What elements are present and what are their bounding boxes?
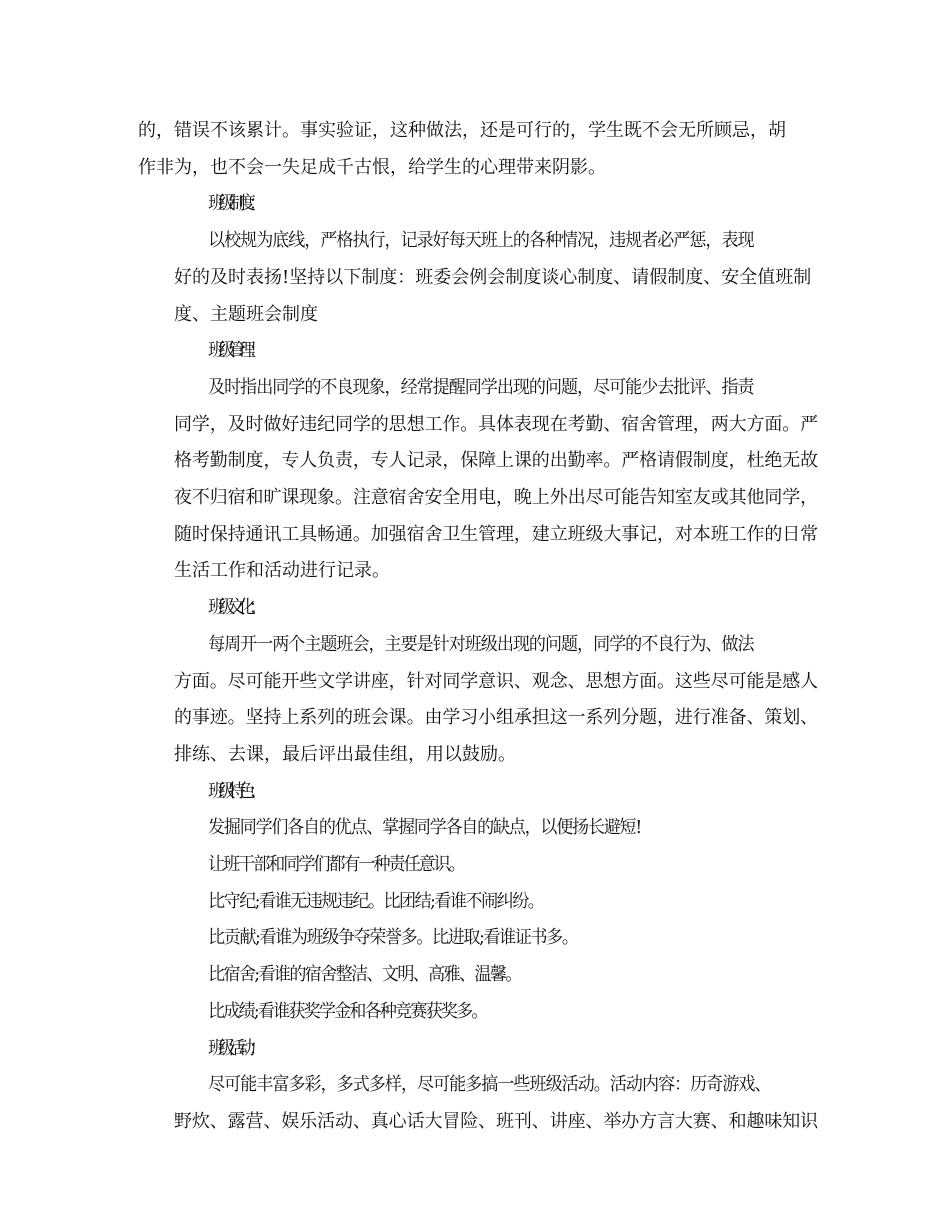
paragraph-line: 每周开一两个主题班会，主要是针对班级出现的问题，同学的不良行为、做法 bbox=[208, 633, 754, 655]
paragraph-p4 bbox=[138, 333, 818, 370]
paragraph-line: 让班干部和同学们都有一种责任意识。 bbox=[208, 854, 464, 876]
paragraph-p8 bbox=[138, 774, 818, 811]
paragraph-line: 班级特色： bbox=[208, 780, 260, 802]
paragraph-line: 班级活动： bbox=[208, 1037, 260, 1059]
paragraph-p7 bbox=[138, 627, 818, 774]
paragraph-line: 野炊、露营、娱乐活动、真心话大冒险、班刊、讲座、举办方言大赛、和趣味知识 bbox=[174, 1110, 819, 1132]
paragraph-line: 班级管理： bbox=[208, 340, 260, 362]
paragraph-line: 作非为，也不会一失足成千古恨，给学生的心理带来阴影。 bbox=[138, 156, 606, 178]
document-body bbox=[138, 113, 818, 1141]
paragraph-p3 bbox=[138, 223, 818, 333]
paragraph-p12 bbox=[138, 920, 818, 957]
paragraph-p16 bbox=[138, 1067, 818, 1140]
paragraph-p5 bbox=[138, 370, 818, 590]
paragraph-line: 生活工作和活动进行记录。 bbox=[174, 560, 390, 582]
paragraph-line: 格考勤制度，专人负责，专人记录，保障上课的出勤率。严格请假制度，杜绝无故 bbox=[174, 450, 819, 472]
paragraph-line: 好的及时表扬!坚持以下制度：班委会例会制度谈心制度、请假制度、安全值班制 bbox=[174, 266, 812, 288]
paragraph-line: 排练、去课，最后评出最佳组，用以鼓励。 bbox=[174, 743, 516, 765]
paragraph-line: 比宿舍;看谁的宿舍整洁、文明、高雅、温馨。 bbox=[208, 964, 521, 986]
paragraph-line: 尽可能丰富多彩，多式多样，尽可能多搞一些班级活动。活动内容：历奇游戏、 bbox=[208, 1074, 771, 1096]
paragraph-p6 bbox=[138, 590, 818, 627]
paragraph-line: 方面。尽可能开些文学讲座，针对同学意识、观念、思想方面。这些尽可能是感人 bbox=[174, 670, 819, 692]
paragraph-p13 bbox=[138, 957, 818, 994]
paragraph-line: 以校规为底线，严格执行，记录好每天班上的各种情况，违规者必严惩，表现 bbox=[208, 230, 754, 252]
paragraph-line: 度、主题班会制度 bbox=[174, 303, 318, 325]
paragraph-line: 班级制度： bbox=[208, 193, 260, 215]
paragraph-p10 bbox=[138, 847, 818, 884]
paragraph-line: 夜不归宿和旷课现象。注意宿舍安全用电，晚上外出尽可能告知室友或其他同学， bbox=[174, 487, 819, 509]
paragraph-p2 bbox=[138, 186, 818, 223]
paragraph-line: 及时指出同学的不良现象，经常提醒同学出现的问题，尽可能少去批评、指责 bbox=[208, 376, 754, 398]
paragraph-p11 bbox=[138, 884, 818, 921]
paragraph-line: 班级文化： bbox=[208, 597, 260, 619]
paragraph-line: 比守纪;看谁无违规违纪。比团结;看谁不闹纠纷。 bbox=[208, 890, 544, 912]
paragraph-line: 随时保持通讯工具畅通。加强宿舍卫生管理，建立班级大事记，对本班工作的日常 bbox=[174, 523, 819, 545]
paragraph-p1 bbox=[138, 113, 818, 186]
paragraph-line: 比贡献;看谁为班级争夺荣誉多。比进取;看谁证书多。 bbox=[208, 927, 578, 949]
paragraph-line: 的，错误不该累计。事实验证，这种做法，还是可行的，学生既不会无所顾忌，胡 bbox=[138, 120, 786, 141]
paragraph-line: 的事迹。坚持上系列的班会课。由学习小组承担这一系列分题，进行准备、策划、 bbox=[174, 707, 819, 729]
paragraph-p9 bbox=[138, 810, 818, 847]
paragraph-p14 bbox=[138, 994, 818, 1031]
paragraph-p15 bbox=[138, 1031, 818, 1068]
paragraph-line: 发掘同学们各自的优点、掌握同学各自的缺点，以便扬长避短! bbox=[208, 817, 641, 839]
paragraph-line: 比成绩;看谁获奖学金和各种竞赛获奖多。 bbox=[208, 1000, 487, 1022]
paragraph-line: 同学，及时做好违纪同学的思想工作。具体表现在考勤、宿舍管理，两大方面。严 bbox=[174, 413, 819, 435]
